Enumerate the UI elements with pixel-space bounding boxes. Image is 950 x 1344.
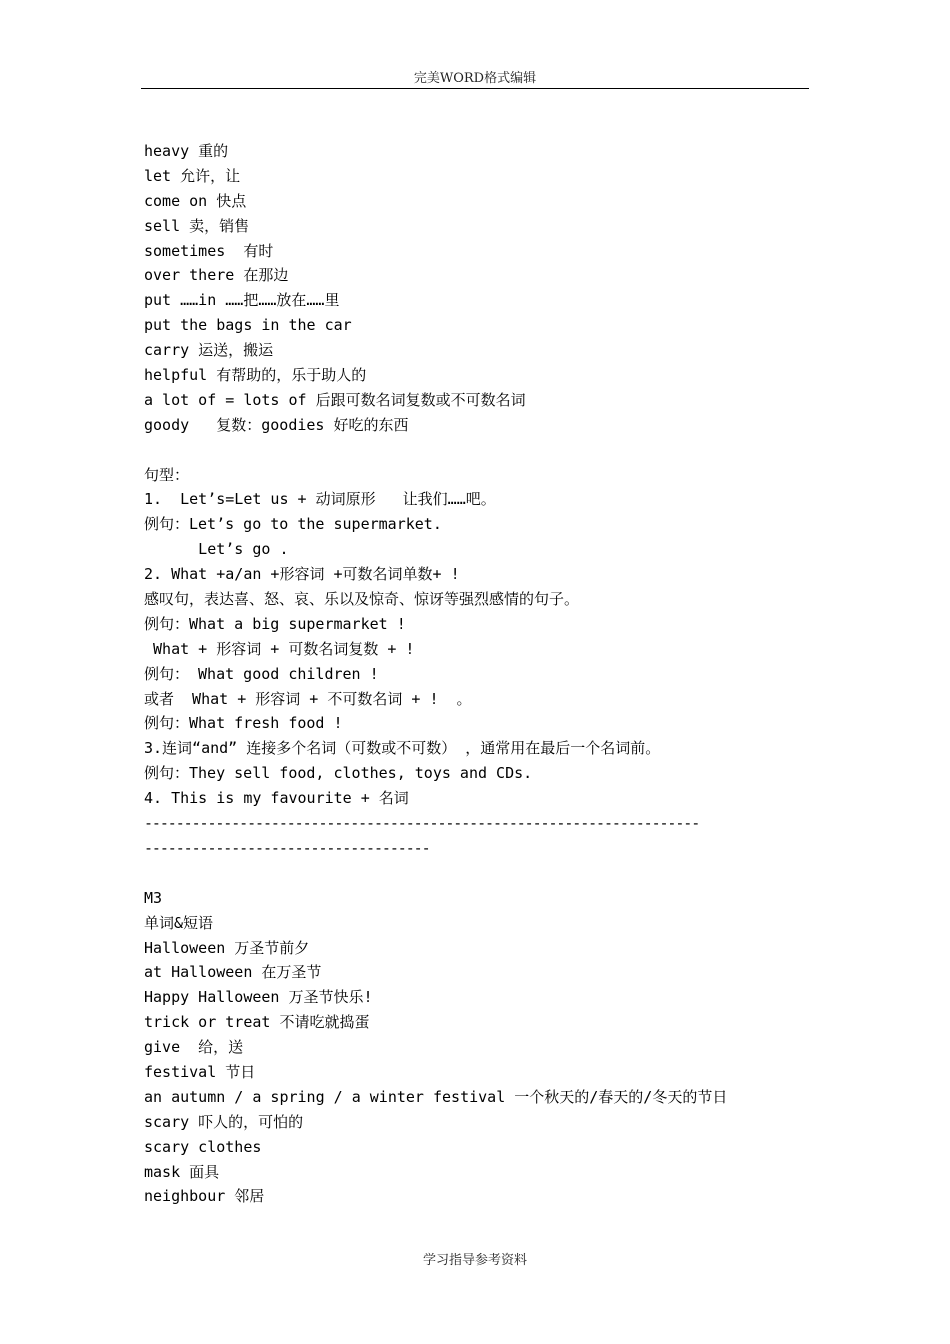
text-line: goody 复数：goodies 好吃的东西: [144, 415, 409, 434]
blank-line: [144, 861, 824, 886]
text-line: carry 运送，搬运: [144, 341, 274, 360]
text-line: Halloween 万圣节前夕: [144, 938, 310, 957]
document-body: [144, 139, 824, 1209]
text-line: 例句：Let’s go to the supermarket.: [144, 515, 442, 534]
text-line: neighbour 邻居: [144, 1187, 265, 1206]
text-line: festival 节日: [144, 1062, 256, 1081]
text-line: trick or treat 不请吃就捣蛋: [144, 1013, 370, 1032]
page-footer: 学习指导参考资料: [422, 1253, 527, 1268]
text-line: scary clothes: [144, 1137, 262, 1156]
text-line: put ……in ……把……放在……里: [144, 291, 340, 310]
text-line: a lot of = lots of 后跟可数名词复数或不可数名词: [144, 390, 526, 409]
text-line: at Halloween 在万圣节: [144, 963, 322, 982]
module-title: M3: [144, 888, 163, 907]
text-line: 例句：What fresh food !: [144, 714, 343, 733]
text-line: an autumn / a spring / a winter festival 一个秋天的/春天的/冬天的节日: [144, 1087, 728, 1106]
text-line: let 允许，让: [144, 166, 241, 185]
text-line: 例句：They sell food, clothes, toys and CDs.: [144, 764, 533, 783]
header-divider: [141, 88, 809, 89]
section-heading: 句型：: [144, 465, 190, 484]
text-line: 3.连词“and” 连接多个名词（可数或不可数） ，通常用在最后一个名词前。: [144, 739, 661, 758]
text-line: 4. This is my favourite + 名词: [144, 789, 409, 808]
text-line: give 给，送: [144, 1038, 244, 1057]
text-line: helpful 有帮助的，乐于助人的: [144, 366, 367, 385]
text-line: sometimes 有时: [144, 241, 274, 260]
text-line: over there 在那边: [144, 266, 289, 285]
text-line: 1. Let’s=Let us + 动词原形 让我们……吧。: [144, 490, 496, 509]
section-heading: 单词&短语: [144, 913, 214, 932]
text-line: 或者 What + 形容词 + 不可数名词 + ! 。: [144, 689, 472, 708]
text-line: Happy Halloween 万圣节快乐!: [144, 988, 373, 1007]
page-header: 完美WORD格式编辑: [413, 71, 537, 86]
text-line: What + 形容词 + 可数名词复数 + !: [144, 639, 415, 658]
text-line: heavy 重的: [144, 142, 229, 160]
text-line: mask 面具: [144, 1162, 220, 1181]
text-line: 例句： What good children !: [144, 664, 379, 683]
dashed-separator: ----------------------------------------------------------------------: [144, 814, 700, 833]
text-line: sell 卖，销售: [144, 216, 250, 235]
text-line: 2. What +a/an +形容词 +可数名词单数+ !: [144, 565, 460, 584]
text-line: come on 快点: [144, 191, 247, 210]
text-line: Let’s go .: [144, 540, 289, 559]
text-line: scary 吓人的，可怕的: [144, 1112, 304, 1131]
blank-line: [144, 438, 824, 463]
text-line: put the bags in the car: [144, 316, 352, 335]
dashed-separator: ------------------------------------: [144, 838, 430, 857]
text-line: 感叹句，表达喜、怒、哀、乐以及惊奇、惊讶等强烈感情的句子。: [144, 590, 580, 609]
text-line: 例句：What a big supermarket !: [144, 614, 406, 633]
